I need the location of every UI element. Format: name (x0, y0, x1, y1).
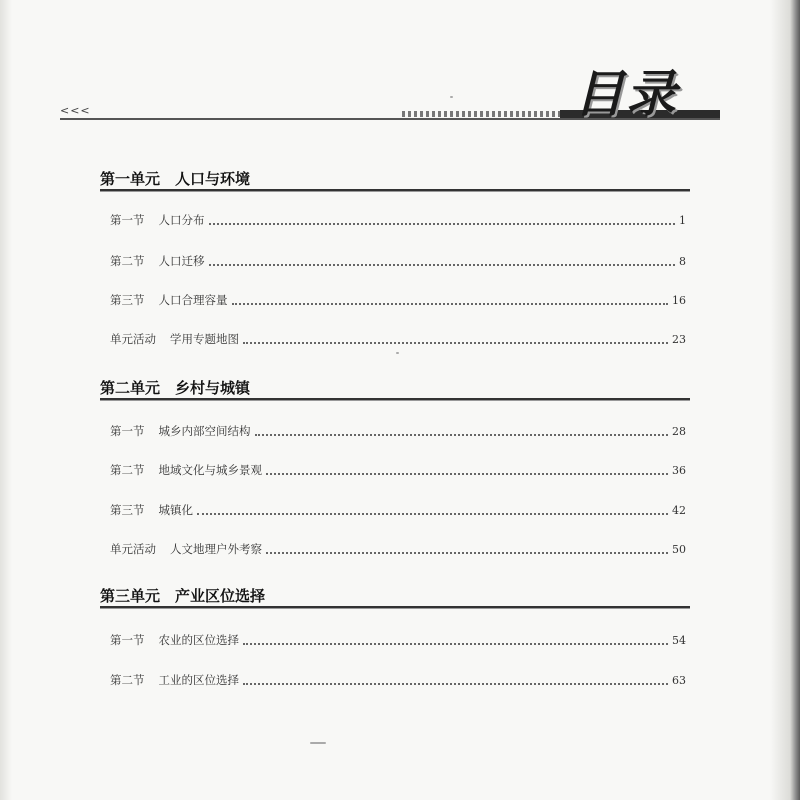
unit-heading-3 (100, 585, 690, 625)
toc-entry[interactable] (110, 632, 686, 650)
unit-title: 第二单元 乡村与城镇 (100, 377, 258, 398)
entry-section: 单元活动 (110, 332, 156, 346)
entry-section: 第一节 (110, 424, 145, 438)
entry-name: 工业的区位选择 (158, 673, 239, 687)
toc-entry[interactable] (110, 212, 686, 230)
entry-section: 单元活动 (110, 542, 156, 556)
unit-title: 第三单元 产业区位选择 (100, 585, 273, 606)
page-right-binding-edge (770, 0, 800, 800)
toc-entry[interactable] (110, 462, 686, 480)
entry-page: 36 (672, 464, 686, 477)
entry-section: 第二节 (110, 254, 145, 268)
dot-leader (243, 341, 668, 344)
dot-leader (232, 302, 669, 305)
scan-speck (310, 742, 326, 744)
toc-entry[interactable] (110, 502, 686, 520)
entry-name: 地域文化与城乡景观 (158, 463, 262, 477)
entry-name: 人口分布 (158, 213, 205, 227)
toc-entry[interactable] (110, 331, 686, 349)
dot-leader (243, 642, 668, 645)
header-arrows: <<< (60, 104, 91, 117)
toc-entry[interactable] (110, 672, 686, 690)
dot-leader (266, 472, 668, 475)
dot-leader (197, 512, 668, 515)
entry-page: 1 (679, 214, 686, 227)
entry-name: 农业的区位选择 (158, 633, 239, 647)
entry-page: 16 (672, 294, 686, 307)
entry-name: 人口迁移 (158, 254, 205, 268)
entry-page: 54 (672, 634, 686, 647)
unit-heading-2 (100, 377, 690, 417)
header-dotted-band (402, 111, 562, 117)
entry-section: 第二节 (110, 463, 145, 477)
entry-name: 城乡内部空间结构 (158, 424, 251, 438)
entry-section: 第二节 (110, 673, 145, 687)
toc-entry[interactable] (110, 423, 686, 441)
entry-page: 8 (679, 255, 686, 268)
entry-section: 第一节 (110, 213, 145, 227)
entry-page: 63 (672, 674, 686, 687)
entry-section: 第三节 (110, 503, 145, 517)
toc-entry[interactable] (110, 541, 686, 559)
entry-name: 人文地理户外考察 (170, 542, 262, 556)
dot-leader (266, 551, 668, 554)
entry-page: 50 (672, 543, 686, 556)
dot-leader (243, 682, 668, 685)
unit-title: 第一单元 人口与环境 (100, 168, 258, 189)
dot-leader (255, 433, 669, 436)
dot-leader (209, 222, 676, 225)
unit-heading-1 (100, 168, 690, 208)
scan-speck (450, 96, 453, 98)
entry-name: 学用专题地图 (170, 332, 239, 346)
entry-section: 第一节 (110, 633, 145, 647)
entry-name: 人口合理容量 (158, 293, 228, 307)
entry-page: 42 (672, 504, 686, 517)
page-left-shadow (0, 0, 12, 800)
dot-leader (209, 263, 676, 266)
toc-entry[interactable] (110, 292, 686, 310)
page-title: 目录 (574, 65, 678, 123)
entry-page: 28 (672, 425, 686, 438)
entry-page: 23 (672, 333, 686, 346)
unit-underline (100, 606, 690, 609)
unit-underline (100, 398, 690, 401)
entry-section: 第三节 (110, 293, 145, 307)
entry-name: 城镇化 (158, 503, 193, 517)
unit-underline (100, 189, 690, 192)
toc-entry[interactable] (110, 253, 686, 271)
scan-speck (396, 352, 399, 354)
